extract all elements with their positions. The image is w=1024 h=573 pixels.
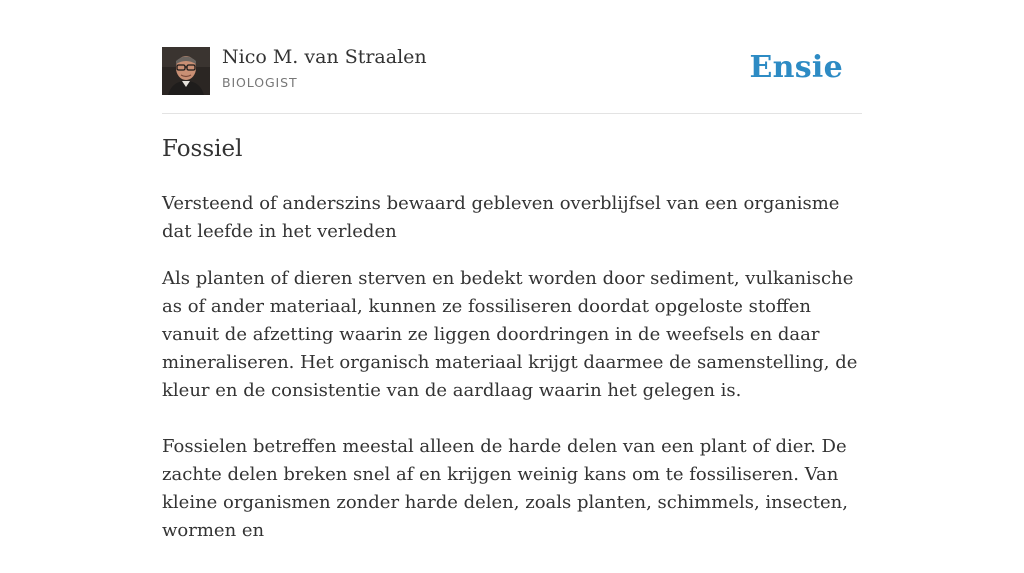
body-paragraph: Als planten of dieren sterven en bedekt worden door sediment, vulkanische as of ander materiaal, kunnen ze fossiliseren doordat opgeloste stoffen vanuit de afzetting waarin ze liggen doordringen in de weefsels en daar mineraliseren. Het organisch materiaal krijgt daarmee de samenstelling, de kleur en de consistentie van de aardlaag waarin het gelegen is.	[162, 268, 858, 401]
content-container	[162, 0, 862, 541]
avatar[interactable]	[162, 47, 210, 95]
article-title: Fossiel	[162, 136, 243, 162]
article-header	[162, 0, 862, 114]
article-subtitle: Versteend of anderszins bewaard gebleven overblijfsel van een organisme dat leefde in het verleden	[162, 193, 840, 242]
author-name[interactable]: Nico M. van Straalen	[222, 46, 427, 68]
ensie-logo[interactable]: Ensie	[749, 50, 843, 85]
article-body	[162, 265, 862, 573]
author-portrait-icon	[162, 47, 210, 95]
body-paragraph: Fossielen betreffen meestal alleen de harde delen van een plant of dier. De zachte delen breken snel af en krijgen weinig kans om te fossiliseren. Van kleine organismen zonder harde delen, zoals planten, schimmels, insecten, wormen en	[162, 436, 848, 541]
author-role: BIOLOGIST	[222, 75, 298, 90]
